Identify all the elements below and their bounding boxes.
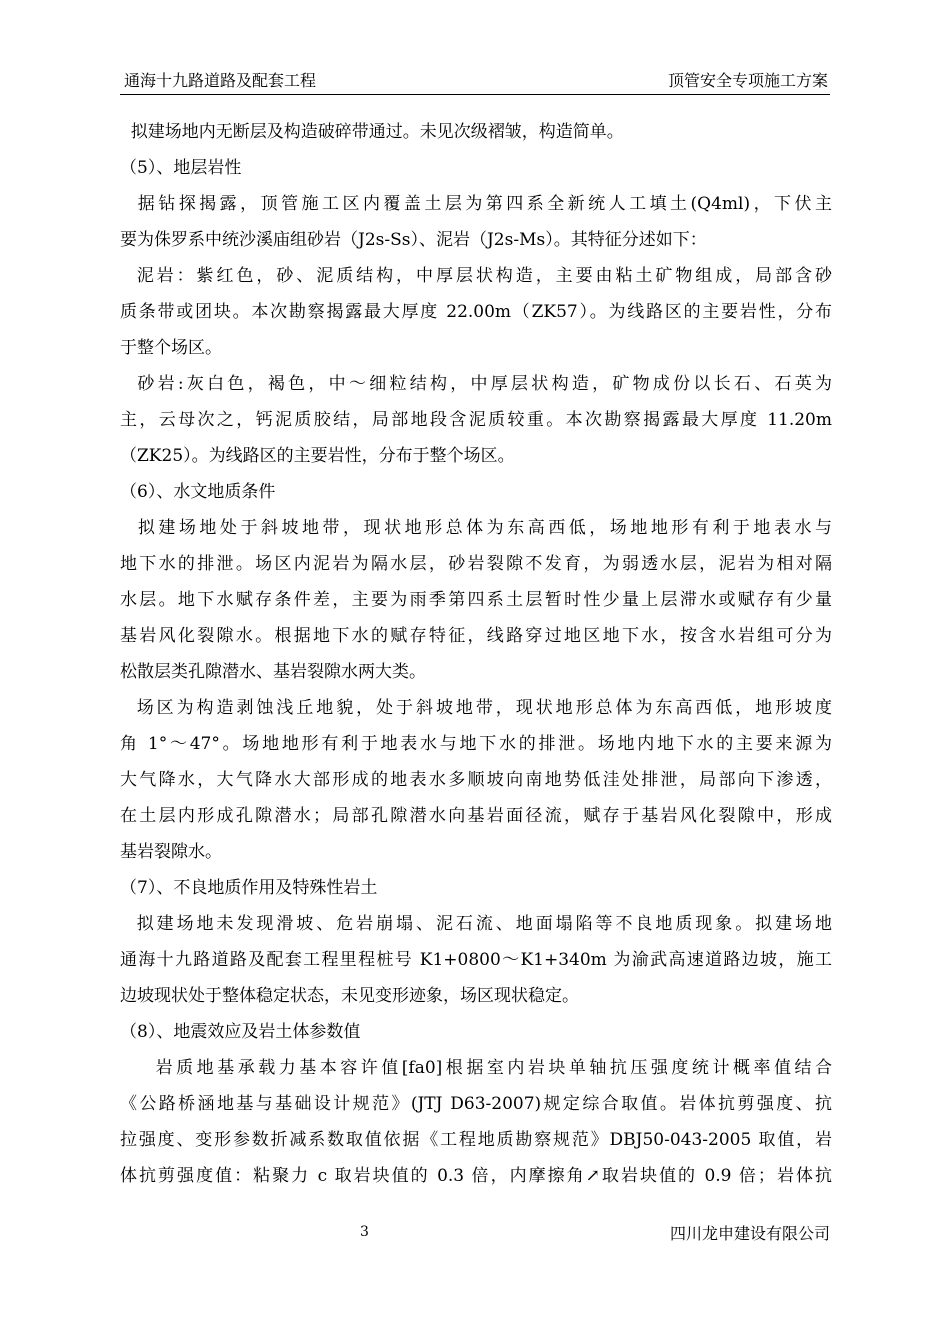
text-line: 于整个场区。 bbox=[120, 338, 222, 358]
text-line: 体抗剪强度值：粘聚力 c 取岩块值的 0.3 倍，内摩擦角↗取岩块值的 0.9 倍；岩体抗 bbox=[120, 1166, 832, 1186]
text-line: 要为侏罗系中统沙溪庙组砂岩（J2s-Ss）、泥岩（J2s-Ms）。其特征分述如下： bbox=[120, 230, 707, 250]
text-line: 角 1°～47°。场地地形有利于地表水与地下水的排泄。场地内地下水的主要来源为 bbox=[120, 734, 832, 754]
text-line: 边坡现状处于整体稳定状态，未见变形迹象，场区现状稳定。 bbox=[120, 986, 579, 1006]
text-line: 拟建场地未发现滑坡、危岩崩塌、泥石流、地面塌陷等不良地质现象。拟建场地 bbox=[120, 914, 832, 934]
text-line: 《公路桥涵地基与基础设计规范》(JTJ D63-2007)规定综合取值。岩体抗剪强度、抗 bbox=[120, 1094, 832, 1114]
text-line: 水层。地下水赋存条件差，主要为雨季第四系土层暂时性少量上层滞水或赋存有少量 bbox=[120, 590, 832, 610]
text-line: 岩质地基承载力基本容许值[fa0]根据室内岩块单轴抗压强度统计概率值结合 bbox=[120, 1058, 832, 1078]
text-line: 拟建场地内无断层及构造破碎带通过。未见次级褶皱，构造简单。 bbox=[120, 122, 624, 142]
text-line: （5）、地层岩性 bbox=[120, 158, 242, 178]
text-line: 质条带或团块。本次勘察揭露最大厚度 22.00m（ZK57）。为线路区的主要岩性，分布 bbox=[120, 302, 832, 322]
text-line: 在土层内形成孔隙潜水；局部孔隙潜水向基岩面径流，赋存于基岩风化裂隙中，形成 bbox=[120, 806, 832, 826]
text-line: （7）、不良地质作用及特殊性岩土 bbox=[120, 878, 378, 898]
body-text bbox=[120, 114, 832, 1194]
text-line: （ZK25）。为线路区的主要岩性，分布于整个场区。 bbox=[120, 446, 515, 466]
text-line: 基岩风化裂隙水。根据地下水的赋存特征，线路穿过地区地下水，按含水岩组可分为 bbox=[120, 626, 832, 646]
footer-company: 四川龙申建设有限公司 bbox=[669, 1224, 830, 1243]
text-line: 场区为构造剥蚀浅丘地貌，处于斜坡地带，现状地形总体为东高西低，地形坡度 bbox=[120, 698, 832, 718]
text-line: 主，云母次之，钙泥质胶结，局部地段含泥质较重。本次勘察揭露最大厚度 11.20m bbox=[120, 410, 832, 430]
text-line: 松散层类孔隙潜水、基岩裂隙水两大类。 bbox=[120, 662, 426, 682]
text-line: 大气降水，大气降水大部形成的地表水多顺坡向南地势低洼处排泄，局部向下渗透， bbox=[120, 770, 832, 790]
page-header bbox=[120, 64, 830, 95]
text-line: 基岩裂隙水。 bbox=[120, 842, 222, 862]
text-line: （8）、地震效应及岩土体参数值 bbox=[120, 1022, 361, 1042]
header-document-title: 顶管安全专项施工方案 bbox=[667, 71, 828, 90]
text-line: 地下水的排泄。场区内泥岩为隔水层，砂岩裂隙不发育，为弱透水层，泥岩为相对隔 bbox=[120, 554, 832, 574]
text-line: 砂岩:灰白色，褐色，中～细粒结构，中厚层状构造，矿物成份以长石、石英为 bbox=[120, 374, 832, 394]
text-line: （6）、水文地质条件 bbox=[120, 482, 276, 502]
text-line: 拟建场地处于斜坡地带，现状地形总体为东高西低，场地地形有利于地表水与 bbox=[120, 518, 832, 538]
text-line: 通海十九路道路及配套工程里程桩号 K1+0800～K1+340m 为渝武高速道路边坡，施工 bbox=[120, 950, 832, 970]
text-line: 泥岩：紫红色，砂、泥质结构，中厚层状构造，主要由粘土矿物组成，局部含砂 bbox=[120, 266, 832, 286]
text-line: 拉强度、变形参数折减系数取值依据《工程地质勘察规范》DBJ50-043-2005 取值，岩 bbox=[120, 1130, 832, 1150]
page-number: 3 bbox=[360, 1224, 369, 1240]
header-project-title: 通海十九路道路及配套工程 bbox=[124, 71, 317, 90]
text-line: 据钻探揭露，顶管施工区内覆盖土层为第四系全新统人工填土(Q4ml)，下伏主 bbox=[120, 194, 832, 214]
